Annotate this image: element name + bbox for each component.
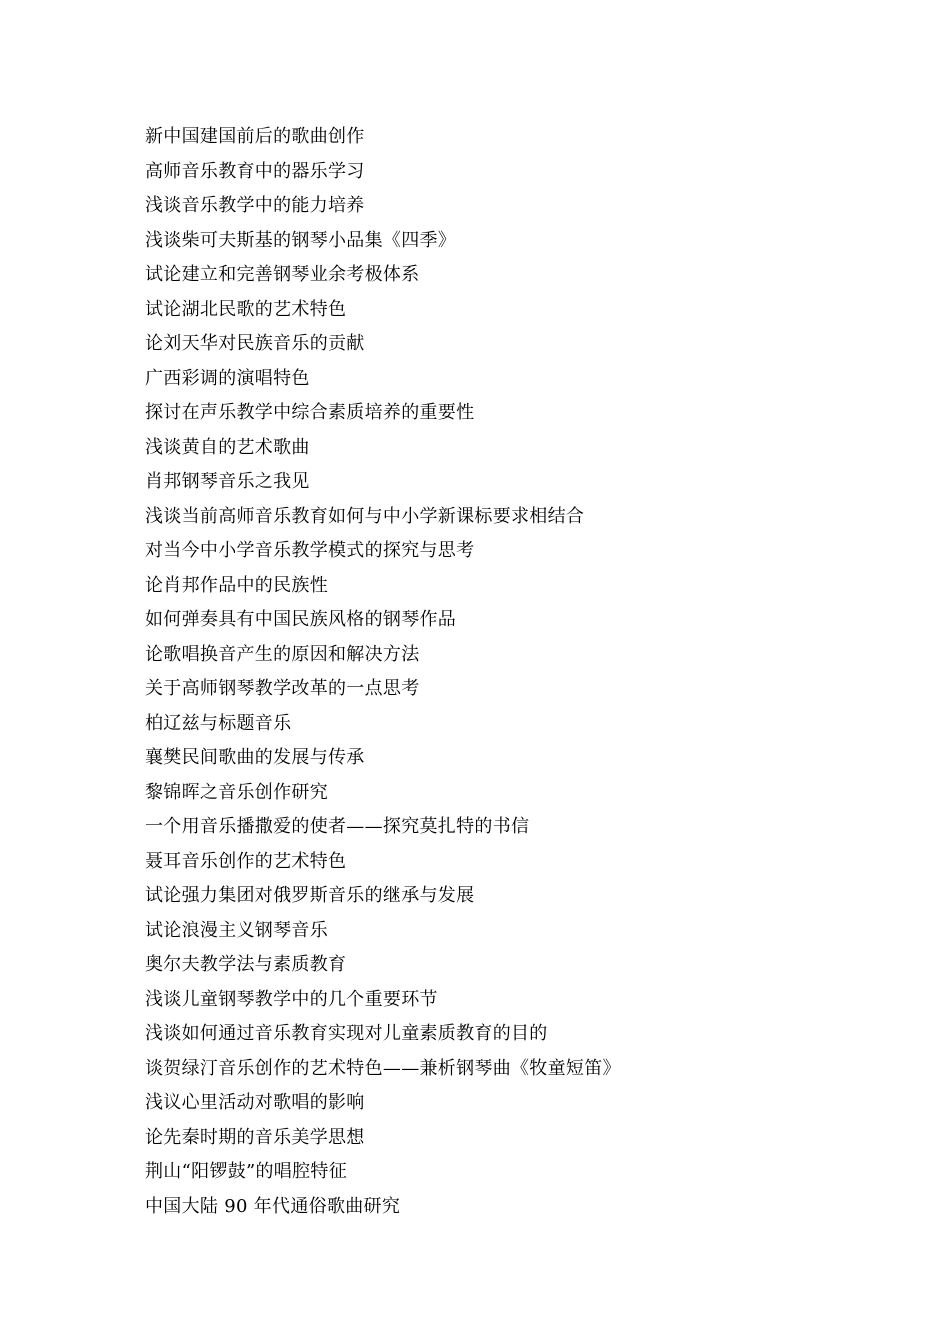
title-item: 关于高师钢琴教学改革的一点思考 [145,678,420,699]
title-item: 中国大陆 90 年代通俗歌曲研究 [145,1195,401,1217]
title-item: 对当今中小学音乐教学模式的探究与思考 [145,540,475,561]
title-item: 奥尔夫教学法与素质教育 [145,954,347,975]
title-item: 探讨在声乐教学中综合素质培养的重要性 [145,402,475,423]
title-item: 柏辽兹与标题音乐 [145,712,292,734]
title-item: 浅议心里活动对歌唱的影响 [145,1092,365,1113]
title-item: 浅谈当前高师音乐教育如何与中小学新课标要求相结合 [145,505,585,527]
title-item: 论歌唱换音产生的原因和解决方法 [145,643,420,665]
title-item: 浅谈柴可夫斯基的钢琴小品集《四季》 [145,229,457,251]
title-item: 试论湖北民歌的艺术特色 [145,298,347,320]
title-item: 聂耳音乐创作的艺术特色 [145,850,347,872]
title-item: 浅谈黄自的艺术歌曲 [145,436,310,458]
title-item: 试论建立和完善钢琴业余考极体系 [145,264,420,285]
title-item: 黎锦晖之音乐创作研究 [145,781,328,803]
title-item: 试论强力集团对俄罗斯音乐的继承与发展 [145,885,475,906]
title-item: 论刘天华对民族音乐的贡献 [145,333,365,354]
thesis-title-list [145,120,905,1224]
title-item: 论肖邦作品中的民族性 [145,574,328,596]
title-item: 浅谈儿童钢琴教学中的几个重要环节 [145,988,438,1010]
title-item: 浅谈如何通过音乐教育实现对儿童素质教育的目的 [145,1023,548,1044]
title-item: 广西彩调的演唱特色 [145,367,310,389]
title-item: 如何弹奏具有中国民族风格的钢琴作品 [145,609,457,630]
title-item: 一个用音乐播撒爱的使者——探究莫扎特的书信 [145,816,530,837]
title-item: 肖邦钢琴音乐之我见 [145,471,310,492]
title-item: 谈贺绿汀音乐创作的艺术特色——兼析钢琴曲《牧童短笛》 [145,1057,621,1079]
title-item: 襄樊民间歌曲的发展与传承 [145,747,365,768]
title-item: 荆山“阳锣鼓”的唱腔特征 [145,1161,348,1182]
title-item: 新中国建国前后的歌曲创作 [145,126,365,147]
title-item: 论先秦时期的音乐美学思想 [145,1126,365,1148]
title-item: 浅谈音乐教学中的能力培养 [145,195,365,216]
title-item: 高师音乐教育中的器乐学习 [145,160,365,182]
title-item: 试论浪漫主义钢琴音乐 [145,919,328,941]
